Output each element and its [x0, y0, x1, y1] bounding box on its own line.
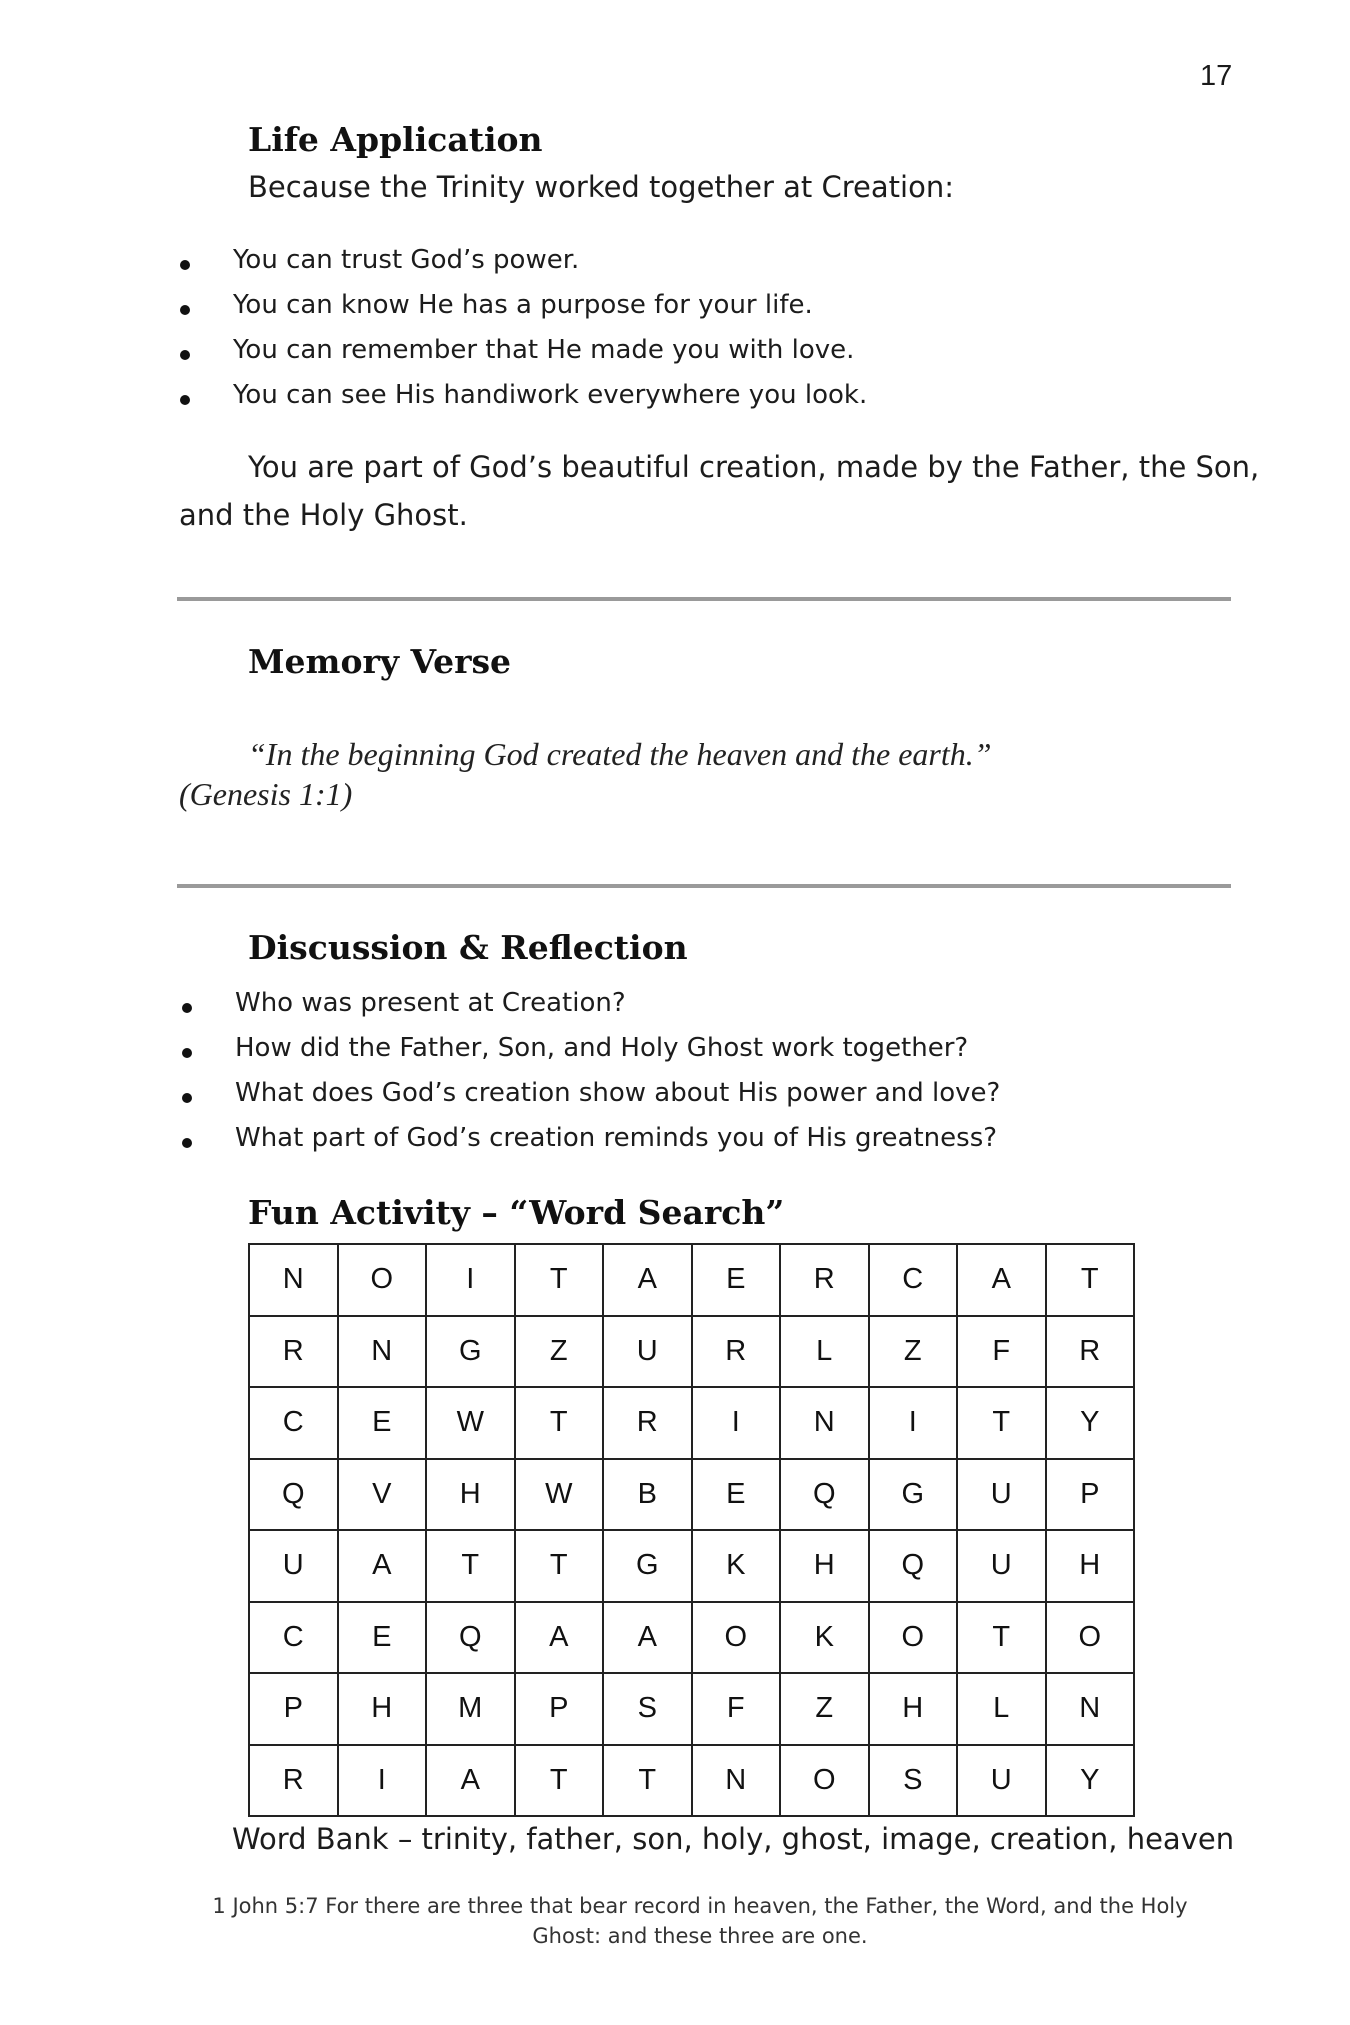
bullet-icon	[182, 1048, 192, 1058]
grid-cell: U	[957, 1530, 1046, 1602]
bullet-icon	[182, 1138, 192, 1148]
grid-cell: T	[426, 1530, 515, 1602]
list-item: You can remember that He made you with love.	[233, 335, 867, 380]
memory-verse-quote: “In the beginning God created the heaven and the earth.”	[248, 736, 992, 772]
table-row	[249, 1316, 1134, 1388]
grid-cell: N	[1046, 1673, 1135, 1745]
grid-cell: Q	[780, 1459, 869, 1531]
grid-cell: T	[603, 1745, 692, 1817]
grid-cell: T	[515, 1244, 604, 1316]
grid-cell: G	[869, 1459, 958, 1531]
grid-cell: L	[780, 1316, 869, 1388]
grid-cell: N	[780, 1387, 869, 1459]
grid-cell: A	[603, 1244, 692, 1316]
grid-cell: R	[249, 1745, 338, 1817]
grid-cell: G	[603, 1530, 692, 1602]
grid-cell: G	[426, 1316, 515, 1388]
table-row	[249, 1459, 1134, 1531]
grid-cell: U	[249, 1530, 338, 1602]
grid-cell: R	[692, 1316, 781, 1388]
grid-cell: O	[780, 1745, 869, 1817]
word-bank: Word Bank – trinity, father, son, holy, ghost, image, creation, heaven	[232, 1822, 1235, 1856]
table-row	[249, 1745, 1134, 1817]
grid-cell: A	[603, 1602, 692, 1674]
grid-cell: Y	[1046, 1745, 1135, 1817]
grid-cell: I	[692, 1387, 781, 1459]
grid-cell: A	[338, 1530, 427, 1602]
grid-cell: H	[426, 1459, 515, 1531]
activity-title: Fun Activity – “Word Search”	[248, 1193, 785, 1232]
memory-verse-heading: Memory Verse	[248, 642, 512, 681]
bullet-icon	[180, 395, 190, 405]
grid-cell: Z	[515, 1316, 604, 1388]
bullet-icon	[180, 350, 190, 360]
grid-cell: O	[338, 1244, 427, 1316]
grid-cell: N	[338, 1316, 427, 1388]
closing-paragraph-line2: and the Holy Ghost.	[179, 498, 468, 532]
grid-cell: N	[692, 1745, 781, 1817]
grid-cell: R	[603, 1387, 692, 1459]
grid-cell: R	[780, 1244, 869, 1316]
grid-cell: Y	[1046, 1387, 1135, 1459]
word-search-grid	[248, 1243, 1135, 1817]
table-row	[249, 1602, 1134, 1674]
grid-cell: R	[1046, 1316, 1135, 1388]
list-item: You can trust God’s power.	[233, 245, 867, 290]
grid-cell: C	[869, 1244, 958, 1316]
grid-cell: A	[426, 1745, 515, 1817]
grid-cell: T	[515, 1387, 604, 1459]
closing-paragraph-line1: You are part of God’s beautiful creation, made by the Father, the Son,	[248, 450, 1260, 484]
grid-cell: O	[1046, 1602, 1135, 1674]
grid-cell: L	[957, 1673, 1046, 1745]
grid-cell: N	[249, 1244, 338, 1316]
grid-cell: W	[426, 1387, 515, 1459]
grid-cell: C	[249, 1387, 338, 1459]
grid-cell: E	[692, 1459, 781, 1531]
grid-cell: W	[515, 1459, 604, 1531]
grid-cell: E	[338, 1387, 427, 1459]
grid-cell: I	[338, 1745, 427, 1817]
list-item: How did the Father, Son, and Holy Ghost work together?	[235, 1033, 1000, 1078]
page-number: 17	[1200, 60, 1233, 92]
discussion-heading: Discussion & Reflection	[248, 928, 688, 967]
bullet-icon	[182, 1003, 192, 1013]
footnote-line2: Ghost: and these three are one.	[532, 1924, 868, 1948]
life-application-intro: Because the Trinity worked together at Creation:	[248, 170, 954, 204]
grid-cell: E	[338, 1602, 427, 1674]
table-row	[249, 1530, 1134, 1602]
bullet-icon	[180, 260, 190, 270]
memory-verse-reference: (Genesis 1:1)	[179, 776, 353, 812]
section-divider	[177, 884, 1231, 888]
grid-cell: I	[426, 1244, 515, 1316]
list-item: Who was present at Creation?	[235, 988, 1000, 1033]
section-divider	[177, 597, 1231, 601]
list-item: What does God’s creation show about His power and love?	[235, 1078, 1000, 1123]
grid-cell: P	[515, 1673, 604, 1745]
grid-cell: Q	[249, 1459, 338, 1531]
grid-cell: H	[338, 1673, 427, 1745]
grid-cell: P	[249, 1673, 338, 1745]
grid-cell: U	[957, 1459, 1046, 1531]
table-row	[249, 1244, 1134, 1316]
grid-cell: S	[869, 1745, 958, 1817]
footnote-line1: 1 John 5:7 For there are three that bear record in heaven, the Father, the Word, and the Holy	[212, 1894, 1188, 1918]
grid-cell: H	[1046, 1530, 1135, 1602]
grid-cell: Z	[869, 1316, 958, 1388]
grid-cell: C	[249, 1602, 338, 1674]
grid-cell: S	[603, 1673, 692, 1745]
grid-cell: K	[692, 1530, 781, 1602]
table-row	[249, 1673, 1134, 1745]
grid-cell: Z	[780, 1673, 869, 1745]
grid-cell: B	[603, 1459, 692, 1531]
grid-cell: T	[515, 1530, 604, 1602]
grid-cell: R	[249, 1316, 338, 1388]
grid-cell: T	[1046, 1244, 1135, 1316]
grid-cell: T	[957, 1602, 1046, 1674]
table-row	[249, 1387, 1134, 1459]
list-item: You can see His handiwork everywhere you look.	[233, 380, 867, 425]
grid-cell: V	[338, 1459, 427, 1531]
list-item: You can know He has a purpose for your life.	[233, 290, 867, 335]
grid-cell: Q	[426, 1602, 515, 1674]
grid-cell: I	[869, 1387, 958, 1459]
grid-cell: A	[515, 1602, 604, 1674]
grid-cell: Q	[869, 1530, 958, 1602]
grid-cell: H	[780, 1530, 869, 1602]
bullet-icon	[182, 1093, 192, 1103]
grid-cell: F	[692, 1673, 781, 1745]
grid-cell: A	[957, 1244, 1046, 1316]
life-application-heading: Life Application	[248, 120, 543, 159]
grid-cell: K	[780, 1602, 869, 1674]
grid-cell: T	[515, 1745, 604, 1817]
grid-cell: O	[692, 1602, 781, 1674]
list-item: What part of God’s creation reminds you of His greatness?	[235, 1123, 1000, 1168]
grid-cell: P	[1046, 1459, 1135, 1531]
grid-cell: H	[869, 1673, 958, 1745]
grid-cell: T	[957, 1387, 1046, 1459]
grid-cell: U	[957, 1745, 1046, 1817]
life-application-list	[233, 245, 867, 425]
grid-cell: O	[869, 1602, 958, 1674]
bullet-icon	[180, 305, 190, 315]
grid-cell: M	[426, 1673, 515, 1745]
grid-cell: F	[957, 1316, 1046, 1388]
grid-cell: U	[603, 1316, 692, 1388]
discussion-list	[235, 988, 1000, 1168]
grid-cell: E	[692, 1244, 781, 1316]
